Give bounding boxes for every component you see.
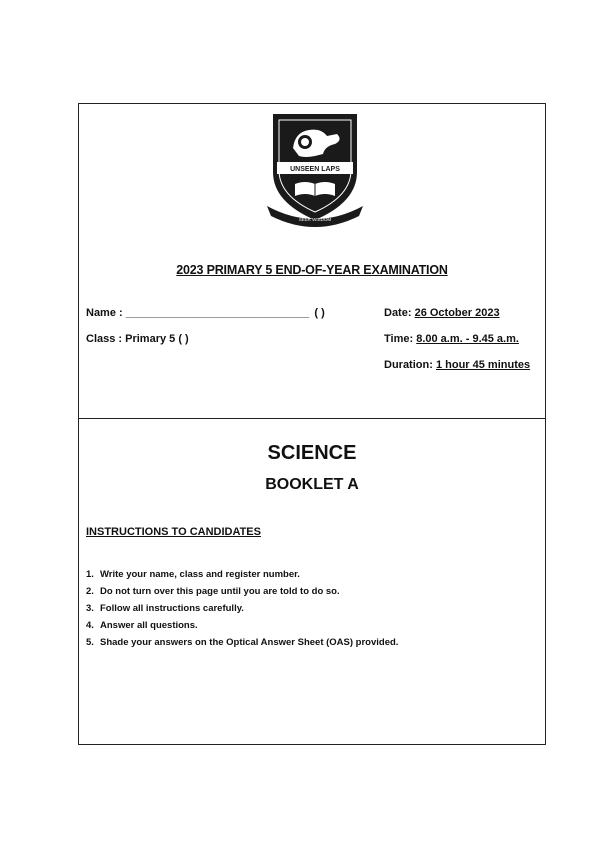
cover-page-frame <box>78 103 546 745</box>
section-divider <box>79 418 545 419</box>
svg-text:SEEK WISDOM: SEEK WISDOM <box>298 217 332 222</box>
subject-title: SCIENCE <box>267 442 357 464</box>
time-field <box>384 333 519 345</box>
name-label: Name : <box>86 307 123 319</box>
duration-value: 1 hour 45 minutes <box>435 359 531 371</box>
name-register-paren: ( ) <box>314 307 325 319</box>
class-field: Class : Primary 5 ( ) <box>86 333 189 345</box>
school-crest-logo <box>265 110 365 228</box>
name-field <box>86 307 325 319</box>
instruction-item: 5. Shade your answers on the Optical Answer Sheet (OAS) provided. <box>86 637 399 648</box>
name-blank: ______________________________ <box>125 307 310 319</box>
instruction-item: 3. Follow all instructions carefully. <box>86 603 244 614</box>
instruction-item: 4. Answer all questions. <box>86 620 198 631</box>
instruction-item: 2. Do not turn over this page until you are told to do so. <box>86 586 340 597</box>
time-value: 8.00 a.m. - 9.45 a.m. <box>416 333 519 345</box>
instructions-list <box>86 566 398 651</box>
date-label: Date: <box>384 307 412 319</box>
duration-field <box>384 359 530 371</box>
instruction-item: 1. Write your name, class and register number. <box>86 569 300 580</box>
svg-text:UNSEEN LAPS: UNSEEN LAPS <box>290 166 340 173</box>
instructions-heading: INSTRUCTIONS TO CANDIDATES <box>86 526 261 538</box>
date-value: 26 October 2023 <box>414 307 500 319</box>
date-field <box>384 307 500 319</box>
time-label: Time: <box>384 333 414 345</box>
booklet-title: BOOKLET A <box>265 476 359 493</box>
exam-title: 2023 PRIMARY 5 END-OF-YEAR EXAMINATION <box>176 263 448 277</box>
duration-label: Duration: <box>384 359 433 371</box>
